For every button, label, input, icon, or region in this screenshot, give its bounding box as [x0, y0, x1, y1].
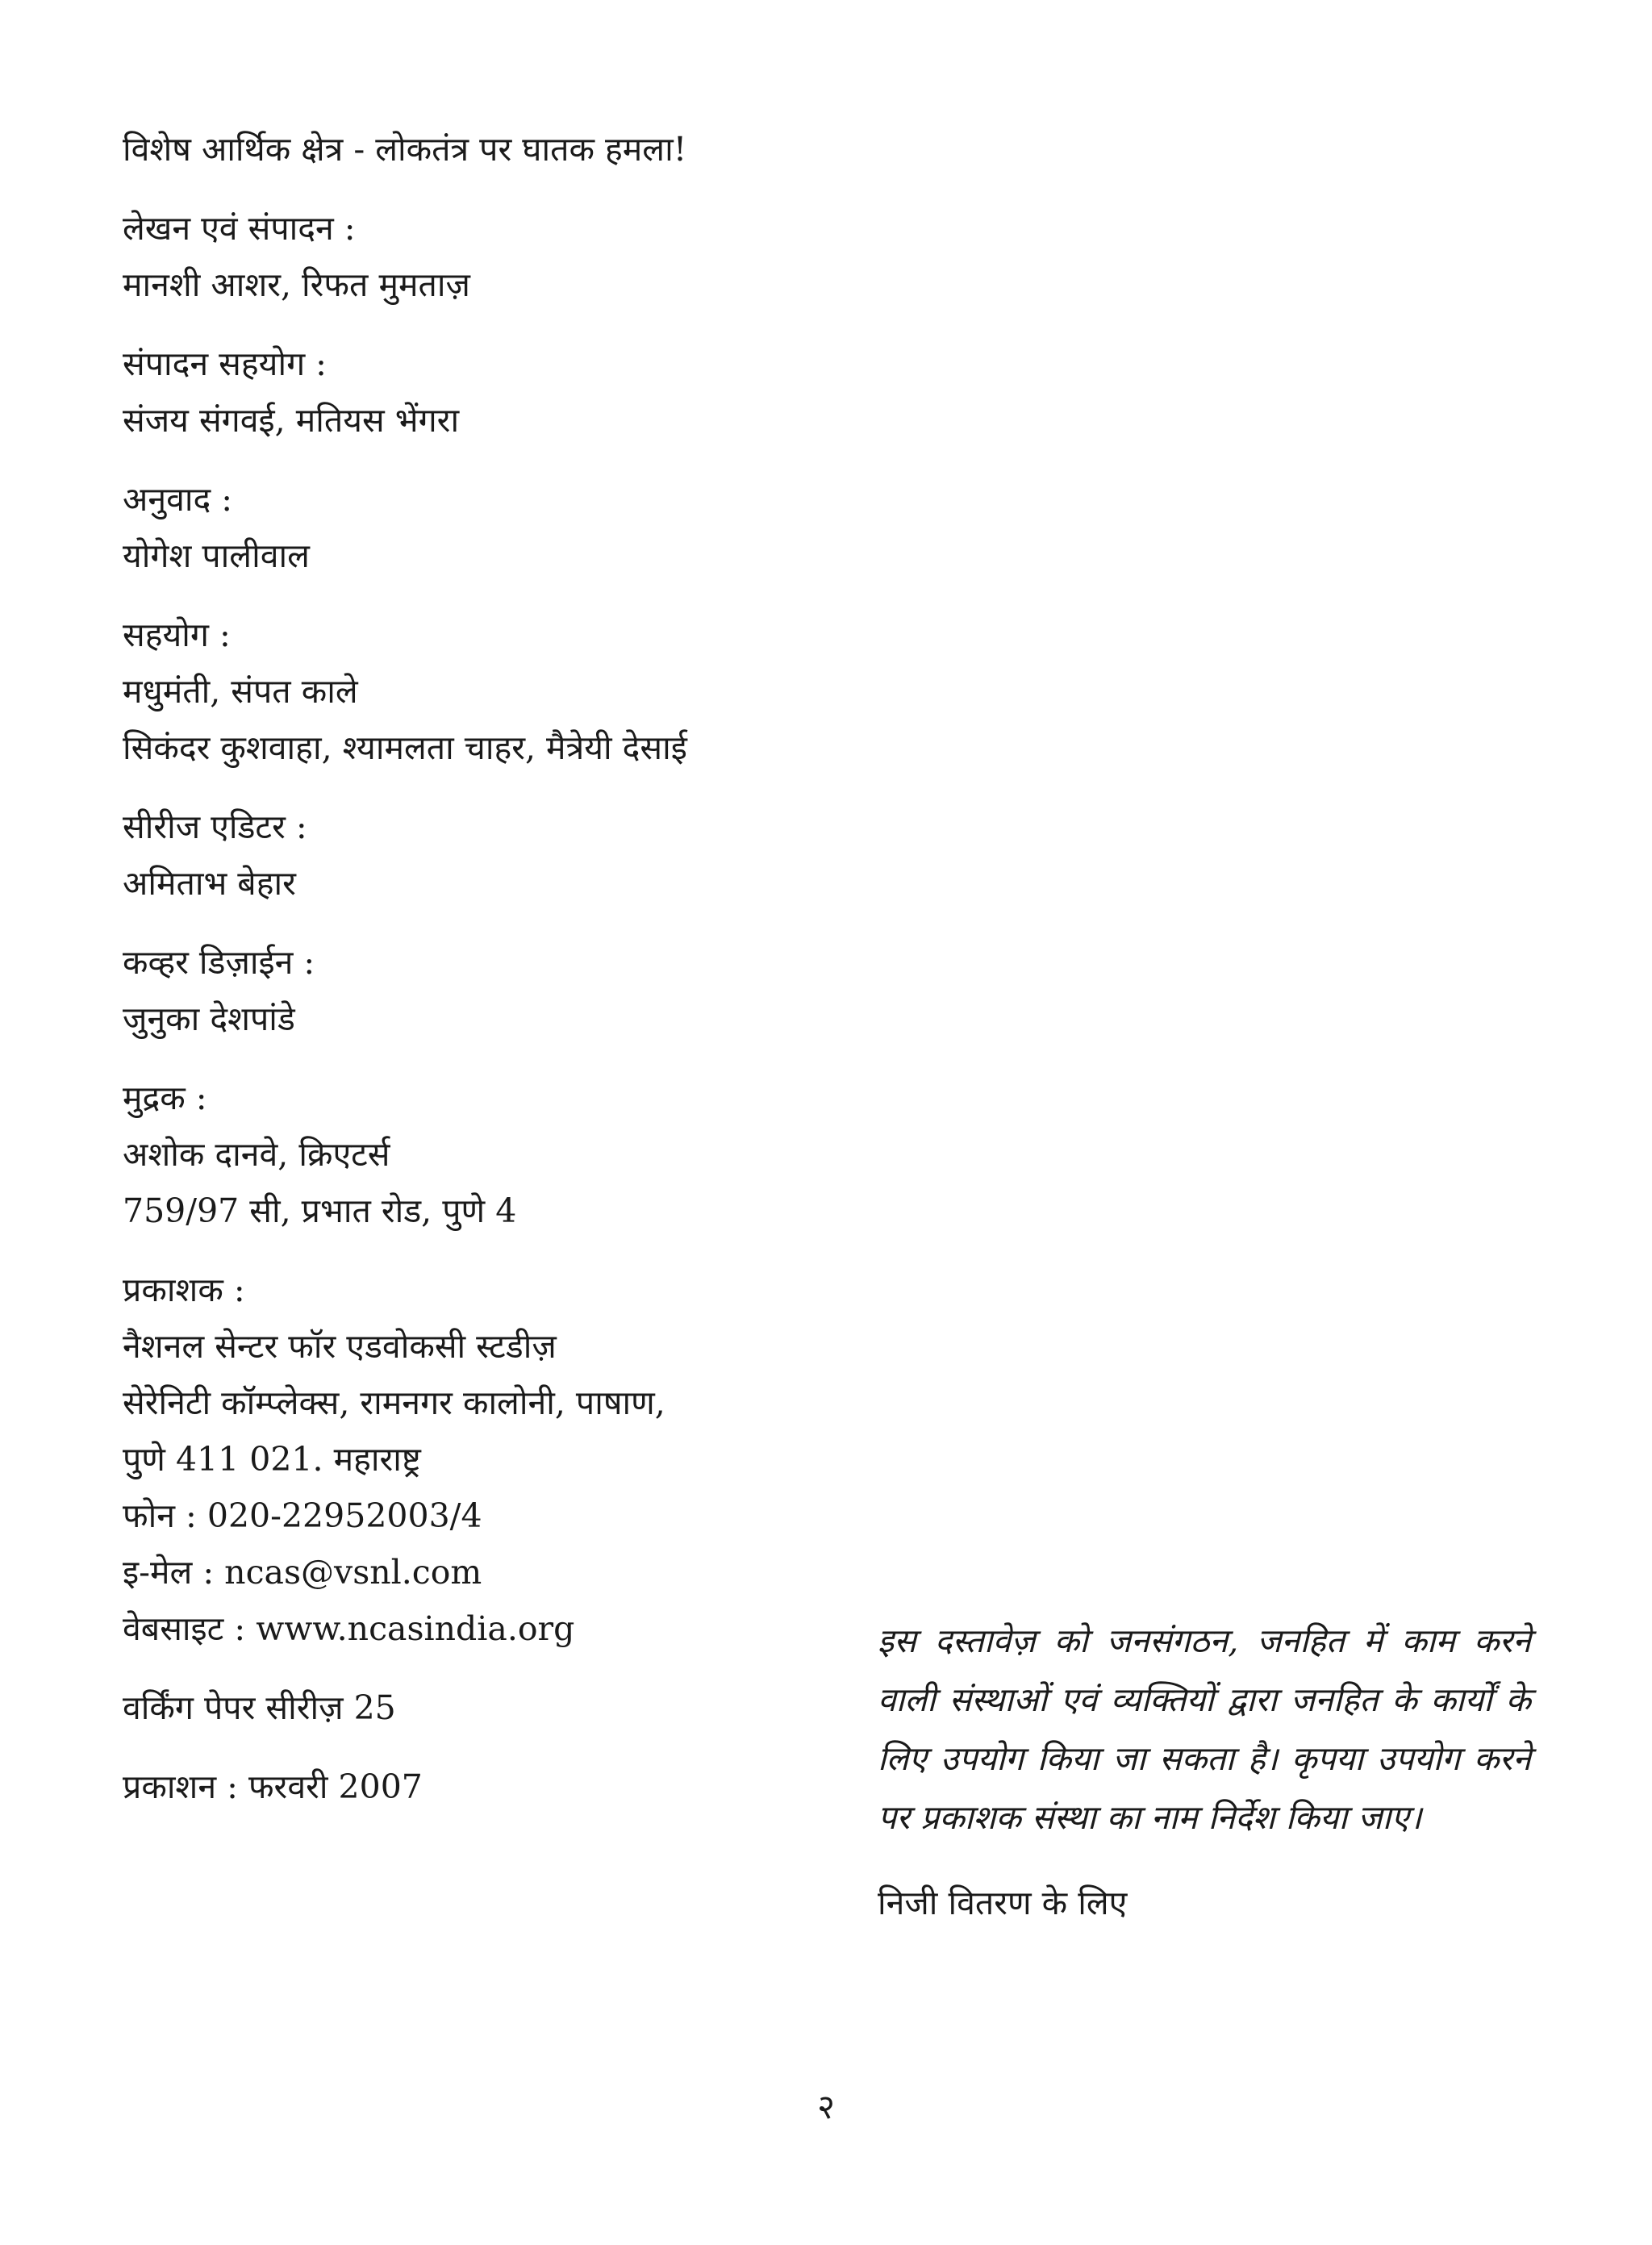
printer-name: अशोक दानवे, क्रिएटर्स: [123, 1135, 390, 1174]
publisher-address-1: सेरेनिटी कॉम्प्लेक्स, रामनगर कालोनी, पाषाण,: [123, 1383, 665, 1422]
document-title: विशेष आर्थिक क्षेत्र - लोकतंत्र पर घातक हमला!: [123, 130, 687, 169]
publisher-name: नैशनल सेन्टर फॉर एडवोकसी स्टडीज़: [123, 1327, 557, 1366]
usage-notice: इस दस्तावेज़ को जनसंगठन, जनहित में काम करने वाली संस्थाओं एवं व्यक्तियों द्वारा जनहित के कार्यों के लिए उपयोग किया जा सकता है। कृपया उपयोग करने पर प्रकाशक संस्था का नाम निर्देश किया जाए।: [878, 1621, 1531, 1837]
credits-column: [123, 121, 929, 1838]
cover-design-name: जुनुका देशपांडे: [123, 999, 295, 1038]
publisher-email: इ-मेल : ncas@vsnl.com: [123, 1553, 482, 1592]
editing-support-block: [123, 336, 929, 449]
support-label: सहयोग :: [123, 615, 231, 654]
series-editor-block: [123, 799, 929, 912]
translation-label: अनुवाद :: [123, 480, 233, 519]
printer-label: मुद्रक :: [123, 1079, 207, 1117]
translation-block: [123, 471, 929, 584]
printer-block: [123, 1070, 929, 1239]
cover-design-block: [123, 934, 929, 1047]
authors-block: [123, 200, 929, 313]
publisher-website: वेबसाइट : www.ncasindia.org: [123, 1609, 575, 1648]
editing-support-label: संपादन सहयोग :: [123, 344, 327, 383]
support-block: [123, 607, 929, 776]
series-number: वर्किंग पेपर सीरीज़ 25: [123, 1688, 396, 1727]
private-distribution: निजी वितरण के लिए: [878, 1884, 1128, 1922]
publication-date-block: [123, 1759, 929, 1815]
support-line-1: मधुमंती, संपत काले: [123, 672, 358, 711]
authors-names: मानशी आशर, रिफत मुमताज़: [123, 265, 470, 304]
translation-names: योगेश पालीवाल: [123, 536, 310, 575]
cover-design-label: कव्हर डिज़ाईन :: [123, 943, 315, 982]
series-editor-label: सीरीज एडिटर :: [123, 807, 307, 846]
series-block: [123, 1680, 929, 1736]
publisher-block: [123, 1262, 929, 1657]
support-line-2: सिकंदर कुशवाहा, श्यामलता चाहर, मैत्रेयी देसाई: [123, 728, 687, 767]
series-editor-name: अमिताभ बेहार: [123, 864, 296, 903]
publisher-label: प्रकाशक :: [123, 1271, 245, 1309]
authors-label: लेखन एवं संपादन :: [123, 209, 356, 248]
publisher-phone: फोन : 020-22952003/4: [123, 1496, 482, 1535]
page-number: २: [817, 2087, 835, 2126]
title-block: [123, 121, 929, 177]
notice-column: [878, 1612, 1531, 1931]
publication-date: प्रकाशन : फरवरी 2007: [123, 1767, 423, 1806]
publisher-address-2: पुणे 411 021. महाराष्ट्र: [123, 1440, 421, 1479]
printer-address: 759/97 सी, प्रभात रोड, पुणे 4: [123, 1191, 517, 1230]
editing-support-names: संजय संगवई, मतियस भेंगरा: [123, 401, 460, 440]
